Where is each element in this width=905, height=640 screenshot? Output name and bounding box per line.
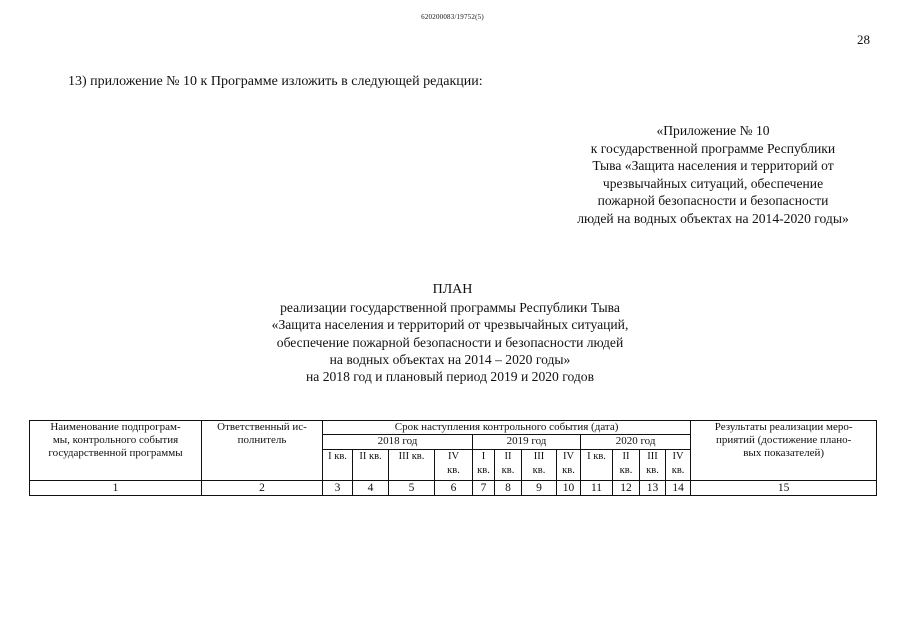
- plan-subtitle-line: на водных объектах на 2014 – 2020 годы»: [329, 351, 571, 367]
- amendment-instruction: 13) приложение № 10 к Программе изложить в следующей редакции:: [68, 74, 483, 89]
- column-number: 14: [666, 481, 691, 496]
- appendix-line: к государственной программе Республики: [590, 140, 836, 156]
- appendix-line: пожарной безопасности и безопасности: [597, 193, 829, 208]
- header-year-2020: 2020 год: [581, 435, 691, 450]
- header-quarter: IV кв.: [666, 450, 691, 481]
- header-quarter: IV кв.: [557, 450, 581, 481]
- header-quarter: IV кв.: [435, 450, 473, 481]
- header-cell-name: [30, 421, 202, 481]
- header-line: государственной программы: [48, 447, 183, 459]
- header-line: Результаты реализации меро-: [714, 421, 853, 433]
- header-quarter: III кв.: [640, 450, 666, 481]
- column-number: 13: [640, 481, 666, 496]
- column-number: 2: [202, 481, 323, 496]
- header-quarter: III кв.: [389, 450, 435, 481]
- plan-table: [29, 420, 877, 496]
- header-year-2019: 2019 год: [473, 435, 581, 450]
- plan-subtitle: [150, 299, 750, 385]
- appendix-line: людей на водных объектах на 2014-2020 годы»: [577, 210, 849, 226]
- column-number: 5: [389, 481, 435, 496]
- header-quarter: I кв.: [323, 450, 353, 481]
- header-quarter: I кв.: [581, 450, 613, 481]
- plan-subtitle-line: обеспечение пожарной безопасности и безопасности людей: [276, 334, 624, 350]
- header-cell-term: Срок наступления контрольного события (дата): [323, 421, 691, 435]
- page-number: 28: [857, 32, 870, 47]
- header-quarter: II кв.: [613, 450, 640, 481]
- header-quarter: II кв.: [353, 450, 389, 481]
- plan-title: ПЛАН: [432, 282, 473, 297]
- plan-subtitle-line: «Защита населения и территорий от чрезвычайных ситуаций,: [271, 317, 629, 333]
- column-number: 3: [323, 481, 353, 496]
- column-number: 4: [353, 481, 389, 496]
- column-number: 12: [613, 481, 640, 496]
- document-id: 620200083/19752(5): [421, 13, 484, 21]
- column-number: 9: [522, 481, 557, 496]
- column-number: 11: [581, 481, 613, 496]
- column-number: 10: [557, 481, 581, 496]
- header-line: Ответственный ис-: [217, 421, 307, 433]
- header-quarter: III кв.: [522, 450, 557, 481]
- column-number: 15: [691, 481, 877, 496]
- header-year-2018: 2018 год: [323, 435, 473, 450]
- header-line: Наименование подпрограм-: [50, 421, 181, 433]
- column-number: 1: [30, 481, 202, 496]
- header-quarter: I кв.: [473, 450, 495, 481]
- plan-subtitle-line: на 2018 год и плановый период 2019 и 2020 годов: [305, 369, 595, 385]
- header-cell-results: [691, 421, 877, 481]
- header-line: мы, контрольного события: [52, 434, 179, 446]
- appendix-line: «Приложение № 10: [656, 123, 770, 138]
- plan-subtitle-line: реализации государственной программы Республики Тыва: [280, 300, 620, 315]
- column-number: 8: [495, 481, 522, 496]
- header-line: вых показателей): [743, 447, 825, 459]
- column-number: 7: [473, 481, 495, 496]
- header-line: приятий (достижение плано-: [715, 434, 852, 446]
- appendix-line: Тыва «Защита населения и территорий от: [592, 158, 834, 173]
- column-number: 6: [435, 481, 473, 496]
- header-line: полнитель: [237, 434, 287, 446]
- header-cell-executor: [202, 421, 323, 481]
- header-quarter: II кв.: [495, 450, 522, 481]
- appendix-reference: [548, 122, 878, 227]
- appendix-line: чрезвычайных ситуаций, обеспечение: [602, 175, 824, 191]
